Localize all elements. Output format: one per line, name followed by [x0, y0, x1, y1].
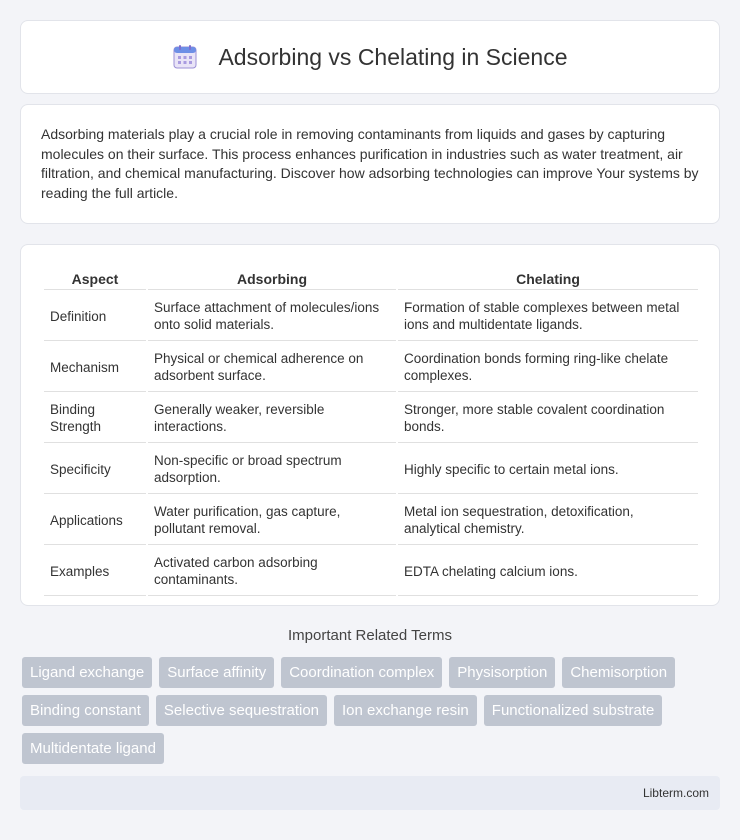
chelating-cell: Stronger, more stable covalent coordination bonds. [398, 394, 698, 443]
adsorbing-cell: Surface attachment of molecules/ions onto solid materials. [148, 292, 396, 341]
table-row [44, 343, 698, 392]
table-row [44, 496, 698, 545]
term-tag[interactable]: Functionalized substrate [484, 695, 663, 726]
table-row [44, 445, 698, 494]
page-title: Adsorbing vs Chelating in Science [218, 43, 568, 70]
table-row [44, 547, 698, 596]
term-tag[interactable]: Chemisorption [562, 657, 675, 688]
chelating-cell: EDTA chelating calcium ions. [398, 547, 698, 596]
aspect-cell: Specificity [44, 445, 146, 494]
term-tag[interactable]: Selective sequestration [156, 695, 327, 726]
intro-card [20, 104, 720, 224]
term-tag[interactable]: Ligand exchange [22, 657, 152, 688]
calendar-icon [172, 44, 198, 70]
aspect-cell: Applications [44, 496, 146, 545]
chelating-cell: Formation of stable complexes between metal ions and multidentate ligands. [398, 292, 698, 341]
table-row [44, 394, 698, 443]
term-tag[interactable]: Physisorption [449, 657, 555, 688]
related-terms-title: Important Related Terms [288, 627, 452, 644]
aspect-cell: Mechanism [44, 343, 146, 392]
table-header-row [44, 267, 698, 290]
chelating-cell: Coordination bonds forming ring-like chelate complexes. [398, 343, 698, 392]
adsorbing-cell: Physical or chemical adherence on adsorbent surface. [148, 343, 396, 392]
header-card [20, 20, 720, 94]
footer [20, 776, 720, 810]
aspect-cell: Examples [44, 547, 146, 596]
term-tag[interactable]: Multidentate ligand [22, 733, 164, 764]
table-row [44, 292, 698, 341]
header-adsorbing: Adsorbing [148, 267, 396, 290]
term-tag[interactable]: Surface affinity [159, 657, 274, 688]
aspect-cell: Binding Strength [44, 394, 146, 443]
adsorbing-cell: Activated carbon adsorbing contaminants. [148, 547, 396, 596]
adsorbing-cell: Generally weaker, reversible interactions. [148, 394, 396, 443]
comparison-card [20, 244, 720, 606]
adsorbing-cell: Non-specific or broad spectrum adsorption. [148, 445, 396, 494]
footer-site-link[interactable]: Libterm.com [642, 786, 709, 800]
term-tag[interactable]: Coordination complex [281, 657, 442, 688]
related-terms-list [22, 657, 722, 764]
term-tag[interactable]: Binding constant [22, 695, 149, 726]
intro-text: Adsorbing materials play a crucial role in removing contaminants from liquids and gases by capturing molecules on their surface. This process enhances purification in industries such as water treatment, air filtration, and chemical manufacturing. Discover how adsorbing technologies can improve Your systems by reading the full article. [41, 126, 699, 201]
comparison-table [42, 265, 700, 598]
header-aspect: Aspect [44, 267, 146, 290]
header-chelating: Chelating [398, 267, 698, 290]
term-tag[interactable]: Ion exchange resin [334, 695, 477, 726]
chelating-cell: Highly specific to certain metal ions. [398, 445, 698, 494]
chelating-cell: Metal ion sequestration, detoxification, analytical chemistry. [398, 496, 698, 545]
aspect-cell: Definition [44, 292, 146, 341]
adsorbing-cell: Water purification, gas capture, pollutant removal. [148, 496, 396, 545]
